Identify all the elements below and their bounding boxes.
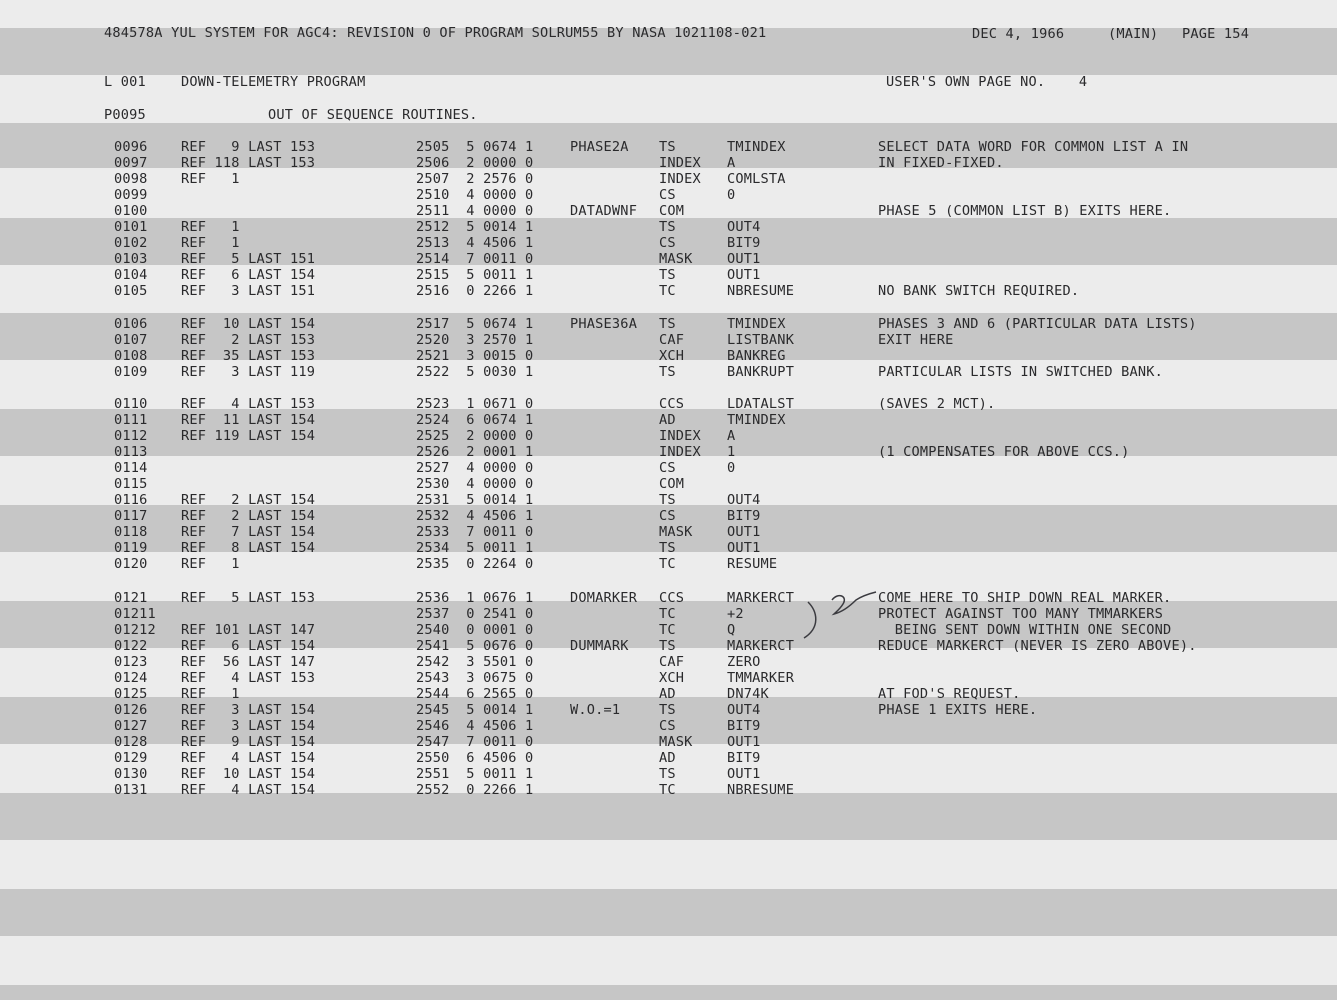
row-address: 2547 7 0011 0	[416, 734, 534, 750]
row-line-number: 0127	[114, 718, 148, 734]
row-opcode: TC	[659, 622, 676, 638]
row-address: 2527 4 0000 0	[416, 460, 534, 476]
log-title: DOWN-TELEMETRY PROGRAM	[181, 74, 366, 90]
row-reference: REF 5 LAST 151	[181, 251, 316, 267]
row-label: PHASE2A	[570, 139, 629, 155]
row-line-number: 0103	[114, 251, 148, 267]
row-line-number: 0101	[114, 219, 148, 235]
row-label: DUMMARK	[570, 638, 629, 654]
row-reference: REF 3 LAST 154	[181, 702, 316, 718]
row-opcode: XCH	[659, 670, 685, 686]
row-comment: COME HERE TO SHIP DOWN REAL MARKER.	[878, 590, 1172, 606]
row-operand: OUT1	[727, 267, 761, 283]
row-opcode: CAF	[659, 654, 685, 670]
row-opcode: INDEX	[659, 428, 701, 444]
row-operand: OUT4	[727, 492, 761, 508]
row-address: 2526 2 0001 1	[416, 444, 534, 460]
row-opcode: TS	[659, 702, 676, 718]
row-line-number: 0114	[114, 460, 148, 476]
row-reference: REF 119 LAST 154	[181, 428, 316, 444]
row-opcode: CS	[659, 235, 676, 251]
row-reference: REF 1	[181, 686, 240, 702]
row-comment: PROTECT AGAINST TOO MANY TMMARKERS	[878, 606, 1164, 622]
row-address: 2544 6 2565 0	[416, 686, 534, 702]
row-opcode: TS	[659, 219, 676, 235]
row-operand: OUT4	[727, 219, 761, 235]
row-reference: REF 1	[181, 219, 240, 235]
row-operand: 0	[727, 460, 736, 476]
row-opcode: INDEX	[659, 444, 701, 460]
page-number: PAGE 154	[1182, 26, 1250, 42]
row-opcode: TC	[659, 556, 676, 572]
row-line-number: 0111	[114, 412, 148, 428]
row-line-number: 0121	[114, 590, 148, 606]
row-label: DOMARKER	[570, 590, 638, 606]
row-opcode: CS	[659, 460, 676, 476]
row-line-number: 01211	[114, 606, 156, 622]
row-operand: BANKREG	[727, 348, 786, 364]
row-opcode: MASK	[659, 251, 693, 267]
row-reference: REF 35 LAST 153	[181, 348, 316, 364]
row-reference: REF 1	[181, 235, 240, 251]
row-operand: LISTBANK	[727, 332, 795, 348]
row-opcode: CCS	[659, 590, 685, 606]
row-address: 2542 3 5501 0	[416, 654, 534, 670]
row-reference: REF 11 LAST 154	[181, 412, 316, 428]
row-opcode: CAF	[659, 332, 685, 348]
row-opcode: TC	[659, 606, 676, 622]
row-reference: REF 101 LAST 147	[181, 622, 316, 638]
row-reference: REF 3 LAST 119	[181, 364, 316, 380]
row-opcode: CCS	[659, 396, 685, 412]
row-opcode: TS	[659, 540, 676, 556]
row-address: 2515 5 0011 1	[416, 267, 534, 283]
row-operand: OUT4	[727, 702, 761, 718]
row-address: 2535 0 2264 0	[416, 556, 534, 572]
row-address: 2514 7 0011 0	[416, 251, 534, 267]
row-opcode: CS	[659, 187, 676, 203]
row-operand: BIT9	[727, 235, 761, 251]
row-line-number: 0105	[114, 283, 148, 299]
card-number: P0095	[104, 107, 146, 123]
row-line-number: 0109	[114, 364, 148, 380]
row-line-number: 0122	[114, 638, 148, 654]
row-reference: REF 6 LAST 154	[181, 267, 316, 283]
row-opcode: TS	[659, 638, 676, 654]
row-opcode: TS	[659, 267, 676, 283]
row-reference: REF 2 LAST 153	[181, 332, 316, 348]
row-address: 2511 4 0000 0	[416, 203, 534, 219]
row-operand: 1	[727, 444, 736, 460]
row-address: 2530 4 0000 0	[416, 476, 534, 492]
row-reference: REF 8 LAST 154	[181, 540, 316, 556]
row-line-number: 0123	[114, 654, 148, 670]
row-line-number: 0097	[114, 155, 148, 171]
row-operand: NBRESUME	[727, 283, 795, 299]
row-line-number: 0107	[114, 332, 148, 348]
row-line-number: 0126	[114, 702, 148, 718]
row-opcode: TC	[659, 782, 676, 798]
row-address: 2524 6 0674 1	[416, 412, 534, 428]
row-address: 2551 5 0011 1	[416, 766, 534, 782]
row-reference: REF 1	[181, 171, 240, 187]
row-address: 2516 0 2266 1	[416, 283, 534, 299]
row-address: 2520 3 2570 1	[416, 332, 534, 348]
row-address: 2521 3 0015 0	[416, 348, 534, 364]
program-header: 484578A YUL SYSTEM FOR AGC4: REVISION 0 OF PROGRAM SOLRUM55 BY NASA 1021108-021	[104, 25, 767, 41]
row-comment: PHASE 5 (COMMON LIST B) EXITS HERE.	[878, 203, 1172, 219]
row-reference: REF 10 LAST 154	[181, 316, 316, 332]
row-operand: BIT9	[727, 750, 761, 766]
row-operand: A	[727, 428, 736, 444]
row-opcode: TS	[659, 316, 676, 332]
row-line-number: 0130	[114, 766, 148, 782]
row-address: 2550 6 4506 0	[416, 750, 534, 766]
row-address: 2512 5 0014 1	[416, 219, 534, 235]
row-reference: REF 3 LAST 151	[181, 283, 316, 299]
log-number: L 001	[104, 74, 146, 90]
row-line-number: 0096	[114, 139, 148, 155]
row-comment: BEING SENT DOWN WITHIN ONE SECOND	[878, 622, 1172, 638]
users-page-number: USER'S OWN PAGE NO. 4	[886, 74, 1088, 90]
row-opcode: INDEX	[659, 155, 701, 171]
row-reference: REF 4 LAST 153	[181, 670, 316, 686]
row-comment: PARTICULAR LISTS IN SWITCHED BANK.	[878, 364, 1164, 380]
row-address: 2523 1 0671 0	[416, 396, 534, 412]
row-line-number: 0116	[114, 492, 148, 508]
row-reference: REF 3 LAST 154	[181, 718, 316, 734]
row-operand: DN74K	[727, 686, 769, 702]
row-address: 2540 0 0001 0	[416, 622, 534, 638]
row-address: 2531 5 0014 1	[416, 492, 534, 508]
row-reference: REF 7 LAST 154	[181, 524, 316, 540]
row-line-number: 0100	[114, 203, 148, 219]
row-operand: BIT9	[727, 718, 761, 734]
row-opcode: TS	[659, 139, 676, 155]
row-comment: AT FOD'S REQUEST.	[878, 686, 1021, 702]
row-address: 2505 5 0674 1	[416, 139, 534, 155]
row-reference: REF 2 LAST 154	[181, 492, 316, 508]
row-opcode: TS	[659, 364, 676, 380]
row-line-number: 0108	[114, 348, 148, 364]
row-opcode: MASK	[659, 734, 693, 750]
row-reference: REF 2 LAST 154	[181, 508, 316, 524]
row-operand: ZERO	[727, 654, 761, 670]
row-reference: REF 4 LAST 154	[181, 750, 316, 766]
row-opcode: COM	[659, 203, 685, 219]
row-address: 2541 5 0676 0	[416, 638, 534, 654]
row-comment: EXIT HERE	[878, 332, 954, 348]
row-opcode: AD	[659, 686, 676, 702]
row-comment: PHASES 3 AND 6 (PARTICULAR DATA LISTS)	[878, 316, 1197, 332]
row-address: 2546 4 4506 1	[416, 718, 534, 734]
row-operand: Q	[727, 622, 736, 638]
row-operand: TMINDEX	[727, 316, 786, 332]
row-label: DATADWNF	[570, 203, 638, 219]
row-line-number: 0099	[114, 187, 148, 203]
card-title: OUT OF SEQUENCE ROUTINES.	[268, 107, 478, 123]
row-reference: REF 5 LAST 153	[181, 590, 316, 606]
row-operand: 0	[727, 187, 736, 203]
row-address: 2513 4 4506 1	[416, 235, 534, 251]
row-reference: REF 4 LAST 154	[181, 782, 316, 798]
row-line-number: 0106	[114, 316, 148, 332]
row-comment: SELECT DATA WORD FOR COMMON LIST A IN	[878, 139, 1189, 155]
section-label: (MAIN)	[1108, 26, 1159, 42]
row-operand: TMINDEX	[727, 412, 786, 428]
row-operand: MARKERCT	[727, 590, 795, 606]
row-label: PHASE36A	[570, 316, 638, 332]
row-address: 2552 0 2266 1	[416, 782, 534, 798]
row-operand: BANKRUPT	[727, 364, 795, 380]
row-operand: BIT9	[727, 508, 761, 524]
row-line-number: 0131	[114, 782, 148, 798]
row-operand: +2	[727, 606, 744, 622]
row-operand: NBRESUME	[727, 782, 795, 798]
row-line-number: 0104	[114, 267, 148, 283]
row-operand: OUT1	[727, 766, 761, 782]
row-line-number: 0110	[114, 396, 148, 412]
row-opcode: CS	[659, 508, 676, 524]
row-line-number: 0128	[114, 734, 148, 750]
row-line-number: 0119	[114, 540, 148, 556]
row-line-number: 0098	[114, 171, 148, 187]
row-opcode: COM	[659, 476, 685, 492]
row-address: 2533 7 0011 0	[416, 524, 534, 540]
row-opcode: AD	[659, 750, 676, 766]
row-opcode: MASK	[659, 524, 693, 540]
row-opcode: TC	[659, 283, 676, 299]
row-comment: NO BANK SWITCH REQUIRED.	[878, 283, 1080, 299]
row-reference: REF 118 LAST 153	[181, 155, 316, 171]
row-line-number: 0112	[114, 428, 148, 444]
print-date: DEC 4, 1966	[972, 26, 1065, 42]
row-operand: OUT1	[727, 524, 761, 540]
row-address: 2532 4 4506 1	[416, 508, 534, 524]
row-operand: A	[727, 155, 736, 171]
row-reference: REF 9 LAST 153	[181, 139, 316, 155]
row-comment: (SAVES 2 MCT).	[878, 396, 996, 412]
row-address: 2525 2 0000 0	[416, 428, 534, 444]
row-operand: OUT1	[727, 734, 761, 750]
row-opcode: TS	[659, 766, 676, 782]
row-line-number: 01212	[114, 622, 156, 638]
row-operand: OUT1	[727, 251, 761, 267]
row-comment: IN FIXED-FIXED.	[878, 155, 1004, 171]
row-reference: REF 6 LAST 154	[181, 638, 316, 654]
row-reference: REF 4 LAST 153	[181, 396, 316, 412]
row-address: 2534 5 0011 1	[416, 540, 534, 556]
row-operand: OUT1	[727, 540, 761, 556]
row-reference: REF 10 LAST 154	[181, 766, 316, 782]
row-line-number: 0117	[114, 508, 148, 524]
row-opcode: AD	[659, 412, 676, 428]
row-address: 2536 1 0676 1	[416, 590, 534, 606]
row-comment: REDUCE MARKERCT (NEVER IS ZERO ABOVE).	[878, 638, 1197, 654]
row-address: 2543 3 0675 0	[416, 670, 534, 686]
row-operand: LDATALST	[727, 396, 795, 412]
row-reference: REF 56 LAST 147	[181, 654, 316, 670]
row-opcode: XCH	[659, 348, 685, 364]
row-reference: REF 9 LAST 154	[181, 734, 316, 750]
row-opcode: TS	[659, 492, 676, 508]
row-line-number: 0115	[114, 476, 148, 492]
row-address: 2537 0 2541 0	[416, 606, 534, 622]
row-operand: TMINDEX	[727, 139, 786, 155]
row-line-number: 0125	[114, 686, 148, 702]
row-address: 2510 4 0000 0	[416, 187, 534, 203]
row-opcode: INDEX	[659, 171, 701, 187]
row-address: 2522 5 0030 1	[416, 364, 534, 380]
row-comment: PHASE 1 EXITS HERE.	[878, 702, 1038, 718]
row-address: 2545 5 0014 1	[416, 702, 534, 718]
row-line-number: 0124	[114, 670, 148, 686]
row-line-number: 0129	[114, 750, 148, 766]
row-reference: REF 1	[181, 556, 240, 572]
row-line-number: 0118	[114, 524, 148, 540]
row-operand: TMMARKER	[727, 670, 795, 686]
row-opcode: CS	[659, 718, 676, 734]
row-line-number: 0113	[114, 444, 148, 460]
row-address: 2517 5 0674 1	[416, 316, 534, 332]
row-comment: (1 COMPENSATES FOR ABOVE CCS.)	[878, 444, 1130, 460]
row-address: 2506 2 0000 0	[416, 155, 534, 171]
row-label: W.O.=1	[570, 702, 621, 718]
row-operand: COMLSTA	[727, 171, 786, 187]
row-operand: RESUME	[727, 556, 778, 572]
row-operand: MARKERCT	[727, 638, 795, 654]
row-line-number: 0120	[114, 556, 148, 572]
row-line-number: 0102	[114, 235, 148, 251]
row-address: 2507 2 2576 0	[416, 171, 534, 187]
